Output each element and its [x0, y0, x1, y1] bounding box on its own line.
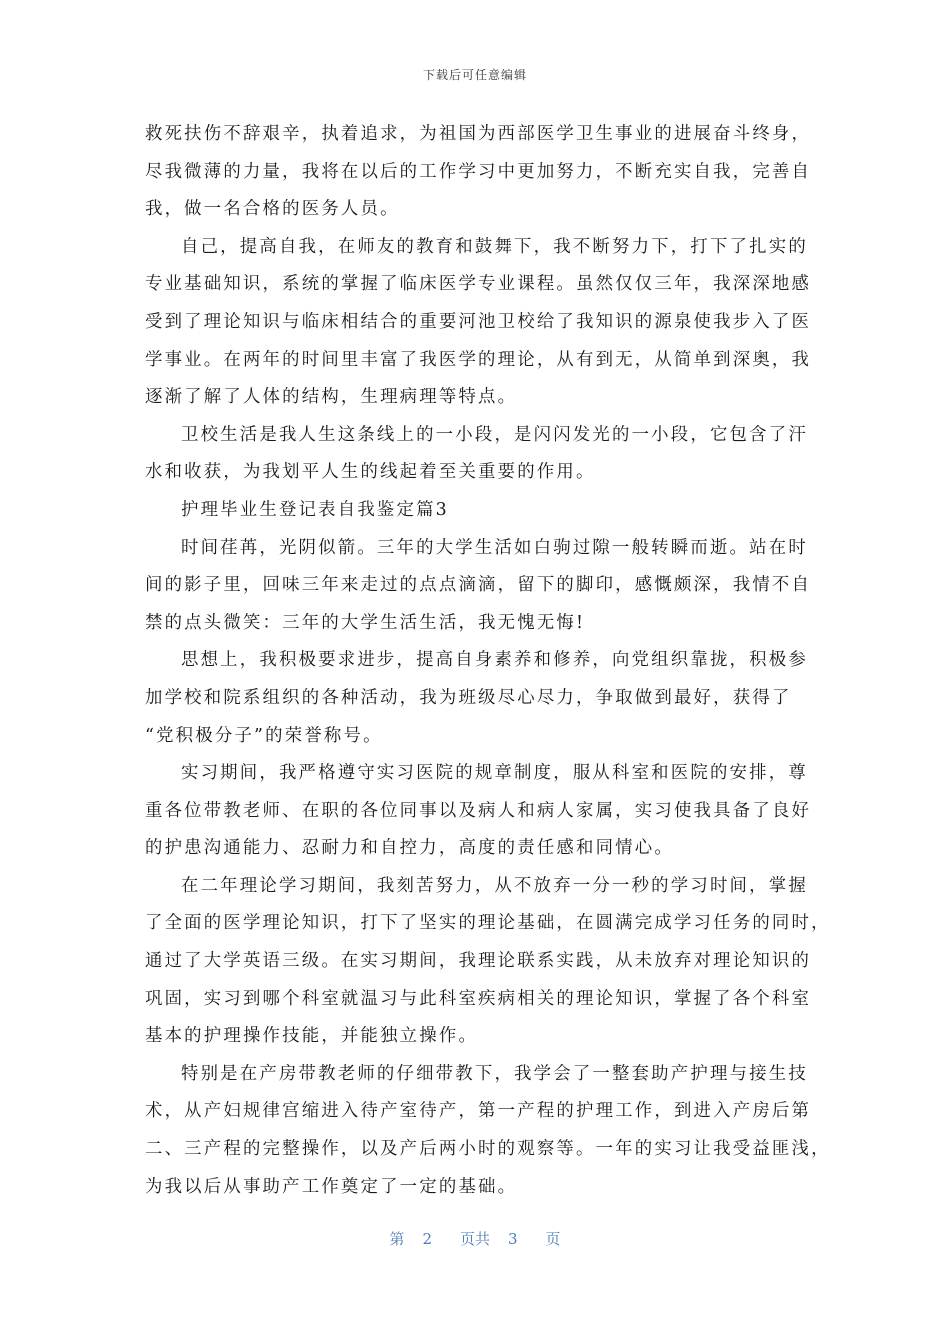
- footer-label-page: 第: [389, 1230, 405, 1248]
- text-line: 巩固，实习到哪个科室就温习与此科室疾病相关的理论知识，掌握了各个科室: [145, 988, 812, 1009]
- text-line: 专业基础知识，系统的掌握了临床医学专业课程。虽然仅仅三年，我深深地感: [145, 274, 812, 295]
- text-line: 护理毕业生登记表自我鉴定篇3: [181, 499, 449, 520]
- text-line: 受到了理论知识与临床相结合的重要河池卫校给了我知识的源泉使我步入了医: [145, 311, 812, 332]
- text-line: 重各位带教老师、在职的各位同事以及病人和病人家属，实习使我具备了良好: [145, 800, 812, 821]
- text-line: 基本的护理操作技能，并能独立操作。: [145, 1026, 479, 1047]
- text-line: 二、三产程的完整操作，以及产后两小时的观察等。一年的实习让我受益匪浅，: [145, 1139, 831, 1160]
- text-line: 术，从产妇规律宫缩进入待产室待产，第一产程的护理工作，到进入产房后第: [145, 1101, 812, 1122]
- text-line: 思想上，我积极要求进步，提高自身素养和修养，向党组织靠拢，积极参: [181, 650, 808, 671]
- paragraph: [145, 229, 812, 417]
- text-line: 水和收获，为我划平人生的线起着至关重要的作用。: [145, 462, 596, 483]
- text-line: 自己，提高自我，在师友的教育和鼓舞下，我不断努力下，打下了扎实的: [181, 236, 808, 257]
- text-line: 实习期间，我严格遵守实习医院的规章制度，服从科室和医院的安排，尊: [181, 763, 808, 784]
- text-line: 的护患沟通能力、忍耐力和自控力，高度的责任感和同情心。: [145, 838, 674, 859]
- footer-current-page: 2: [422, 1230, 432, 1248]
- text-line: 卫校生活是我人生这条线上的一小段，是闪闪发光的一小段，它包含了汗: [181, 424, 808, 445]
- text-line: “党积极分子”的荣誉称号。: [145, 725, 383, 746]
- text-line: 学事业。在两年的时间里丰富了我医学的理论，从有到无，从简单到深奥，我: [145, 349, 812, 370]
- paragraph: [145, 492, 805, 530]
- paragraph: [145, 530, 812, 643]
- paragraph: [145, 642, 808, 755]
- text-line: 禁的点头微笑：三年的大学生活生活，我无愧无悔!: [145, 612, 586, 633]
- paragraph: [145, 116, 812, 229]
- text-line: 我，做一名合格的医务人员。: [145, 199, 400, 220]
- text-line: 了全面的医学理论知识，打下了坚实的理论基础，在圆满完成学习任务的同时，: [145, 913, 831, 934]
- text-line: 在二年理论学习期间，我刻苦努力，从不放弃一分一秒的学习时间，掌握: [181, 875, 808, 896]
- document-body: [145, 116, 831, 1206]
- page-header: 下载后可任意编辑: [422, 68, 527, 82]
- paragraph: [145, 868, 831, 1056]
- paragraph: [145, 1056, 831, 1206]
- text-line: 通过了大学英语三级。在实习期间，我理论联系实践，从未放弃对理论知识的: [145, 951, 812, 972]
- text-line: 时间荏苒，光阴似箭。三年的大学生活如白驹过隙一般转瞬而逝。站在时: [181, 537, 808, 558]
- text-line: 尽我微薄的力量，我将在以后的工作学习中更加努力，不断充实自我，完善自: [145, 161, 812, 182]
- text-line: 救死扶伤不辞艰辛，执着追求，为祖国为西部医学卫生事业的进展奋斗终身，: [145, 124, 812, 144]
- text-line: 间的影子里，回味三年来走过的点点滴滴，留下的脚印，感慨颇深，我情不自: [145, 575, 812, 596]
- paragraph: [145, 755, 812, 868]
- text-line: 特别是在产房带教老师的仔细带教下，我学会了一整套助产护理与接生技: [181, 1063, 808, 1084]
- paragraph: [145, 417, 808, 492]
- text-line: 加学校和院系组织的各种活动，我为班级尽心尽力，争取做到最好，获得了: [145, 687, 792, 708]
- footer-label-of: 页共: [459, 1230, 490, 1248]
- footer-label-end: 页: [545, 1230, 561, 1248]
- page-footer: [0, 1228, 950, 1249]
- text-line: 为我以后从事助产工作奠定了一定的基础。: [145, 1176, 518, 1197]
- footer-total-pages: 3: [508, 1230, 518, 1248]
- text-line: 逐渐了解了人体的结构，生理病理等特点。: [145, 387, 518, 408]
